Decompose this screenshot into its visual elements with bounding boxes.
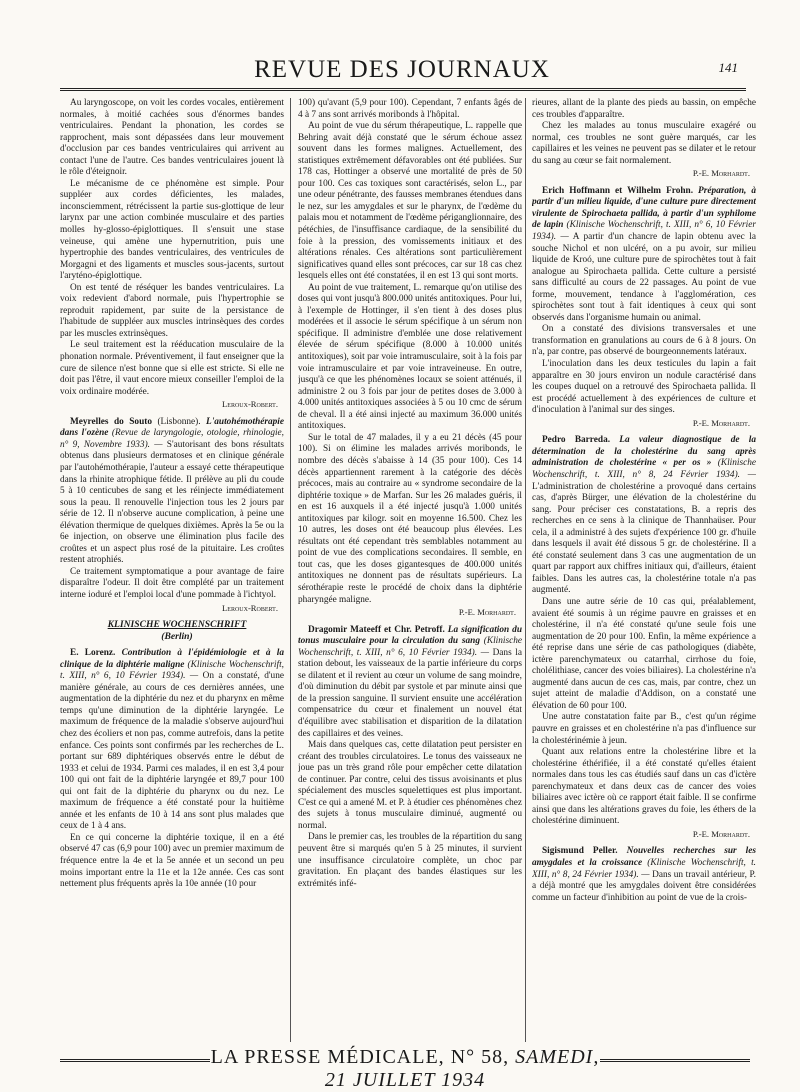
paragraph: Sur le total de 47 malades, il y a eu 21 décès (45 pour 100). Si on élimine les malades arrivés moribonds, le nombre des décès s'abaisse à 14 (35 pour 100). Ces 14 décès appartiennent rarement à la catégorie des décès précoces, mais au contraire au « syndrome secondaire de la diphtérie toxique » de Marfan. Sur les 26 malades guéris, il en est 16 auxquels il a été injecté jusqu'à 1.000 unités antitoxiques par kilogr. soit en moyenne 16.500. Chez les 10 autres, les doses ont été beaucoup plus élevées. Les résultats ont été cependant très semblables notamment au point de vue des complications secondaires. Il semble, en tout cas, que les doses gigantesques de 400.000 unités antitoxiques ne donnent pas de résultats supérieurs. La sérothérapie reste le procédé de choix dans la diphtérie pharyngée maligne.	[298, 432, 522, 605]
article-source: (Klinische Wochenschrift, t. XIII, n° 6, 10 Février 1934). —	[532, 220, 756, 243]
footer-issue: N° 58,	[450, 1046, 510, 1068]
paragraph: Le mécanisme de ce phénomène est simple. Pour suppléer aux cordes déficientes, les malades, inconsciemment, rétrécissent la partie sus-glottique de leur larynx par une action combinée musculaire et des parties molles hy-glosso-épiglottiques. Il s'ensuit une stase veineuse, qui amène une hypernutrition, puis une hypertrophie des bandes ventriculaires, des ventricules de Morgagni et des ligaments et muscles sous-jacents, surtout l'aryténo-épiglottique.	[60, 178, 284, 282]
article-text: Dans la station debout, les vaisseaux de la partie inférieure du corps se dilatent et il revient au cœur un volume de sang moindre, d'où diminution du débit par systole et par minute ainsi que de la pression sanguine. Il survient ensuite une accélération compensatrice du cœur et finalement un nouvel état d'équilibre avec stabilisation et disparition de la dilatation des capillaires et des veines.	[298, 647, 522, 739]
author-signature: P.-E. Morhardt.	[458, 607, 516, 618]
article-title: L'autohémothérapie dans l'ozène	[60, 416, 284, 439]
article-text: On a constaté, d'une manière générale, au cours de ces dernières années, une augmentation de la diphtérie du nez et du pharynx en même temps qu'une diminution de la diphtérie laryngée. Le maximum de fréquence de la maladie s'observe aujourd'hui chez des écoliers et non pas, comme autrefois, dans la petite enfance. Ces points sont confirmés par les recherches de L. portant sur 689 diphtériques observés entre le début de 1933 et celui de 1934. Parmi ces malades, il en est 3,4 pour 100 qui ont fait de la diphtérie laryngée et 89,7 pour 100 qui ont fait de la diphtérie du pharynx ou du nez. Le maximum de fréquence a été constaté pour la huitième année et les enfants de 10 à 14 ans sont plus malades que ceux de 1 à 4 ans.	[60, 671, 284, 832]
article-heading	[60, 648, 284, 833]
article-heading	[532, 435, 756, 597]
article-author: Pedro Barreda.	[542, 435, 611, 446]
article-author: Sigismund Peller.	[542, 846, 618, 857]
page-footer	[60, 1046, 750, 1091]
paragraph: Au point de vue du sérum thérapeutique, L. rappelle que Behring avait déjà constaté que le sérum échoue assez souvent dans les formes malignes. Actuellement, des statistiques extrêmement défavorables ont été publiées. Sur 178 cas, Hottinger a observé une mortalité de près de 50 pour 100. Ces cas toxiques sont caractérisés, selon L., par une odeur pénétrante, des fausses membranes étendues dans le nez, sur les amygdales et sur le pharynx, de l'œdème du palais mou et notamment de l'œdème périganglionnaire, des pétéchies, de l'insuffisance cardiaque, de la sensibilité du foie à la pression, des vomissements initiaux et des altérations rénales. Ces altérations sont particulièrement significatives quand elles sont précoces, car sur 18 cas chez lesquels elles ont été constatées, il en est 13 qui sont morts.	[298, 121, 522, 282]
column-divider	[290, 98, 291, 1042]
author-signature: Leroux-Robert.	[222, 399, 278, 410]
journal-section-city: (Berlin)	[161, 630, 193, 642]
page-header	[62, 56, 742, 90]
article-title: La signification du tonus musculaire pour la circulation du sang	[298, 624, 522, 647]
article-text: Dans un travail antérieur, P. a déjà montré que les amygdales doivent être considérées comme un facteur d'inhibition au point de vue de la crois-	[532, 869, 756, 903]
article-place: (Lisbonne).	[152, 416, 207, 427]
page-number: 141	[718, 60, 738, 75]
paragraph: 100) qu'avant (5,9 pour 100). Cependant, 7 enfants âgés de 4 à 7 ans sont arrivés moribonds à l'hôpital.	[298, 98, 522, 120]
footer-date: SAMEDI, 21 JUILLET 1934	[324, 1046, 600, 1091]
article-title: Nouvelles recherches sur les amygdales et la croissance	[532, 846, 756, 868]
paragraph: On a constaté des divisions transversales et une transformation en granulations au cours de 6 à 8 jours. On n'a, par contre, pas observé de bourgeonnements latéraux.	[532, 324, 756, 358]
article-source: (Klinische Wochenschrift, t. XIII, n° 8, 24 Février 1934). —	[532, 458, 756, 480]
article-title: La valeur diagnostique de la détermination de la cholestérine du sang après administration de cholestérine « per os »	[532, 435, 756, 469]
paragraph: Dans une autre série de 10 cas qui, préalablement, avaient été soumis à un régime pauvre en graisses et en cholestérine, il n'a été constaté qu'une seule fois une augmentation de 20 pour 100. Enfin, la même expérience a été reprise dans une série de cas pathologiques (diabète, ictère parenchymateux ou catarrhal, cirrhose du foie, cholélithiase, cancer des voies biliaires). La cholestérine n'a augmenté dans aucun de ces cas, mais, par contre, chez un sujet atteint de maladie d'Addison, on a constaté une élévation de 60 pour 100.	[532, 596, 756, 711]
article-text: S'autorisant des bons résultats obtenus dans plusieurs dermatoses et en clinique générale par l'autohémothérapie, l'auteur a essayé cette thérapeutique dans la rhinite atrophique fétide. Il prélève au pli du coude 5 à 10 centicubes de sang et les réinjecte immédiatement sous la peau. Il renouvelle l'injection tous les 2 jours par série de 12. Il n'observe aucune complication, à peine une élévation thermique de quelques dixièmes. Après la 5e ou la 6e injection, on observe une élimination plus facile des croûtes et un aspect plus rosé de la pituitaire. Les croûtes restent atrophiés.	[60, 439, 284, 566]
footer-text	[210, 1046, 600, 1092]
header-rule	[60, 88, 746, 91]
paragraph: Au laryngoscope, on voit les cordes vocales, entièrement normales, à moitié cachées sous d'énormes bandes ventriculaires. Pendant la phonation, les cordes se rapprochent, mais sont dépassées dans leur mouvement d'occlusion par ces bandes ventriculaires qui arrivent au contact l'une de l'autre. Ces bandes ventriculaires jouent là le rôle d'éteignoir.	[60, 98, 284, 178]
column-2	[298, 98, 522, 1042]
paragraph: Le seul traitement est la rééducation musculaire de la phonation normale. Préventivement, il faut enseigner que la cure de silence n'est bonne que si elle est stricte. Si elle ne doit pas l'être, il vaut encore mieux conseiller l'emploi de la voix ordinaire modérée.	[60, 340, 284, 397]
column-3	[532, 98, 756, 1042]
article-heading	[298, 625, 522, 740]
author-signature: P.-E. Morhardt.	[692, 828, 750, 839]
paragraph: Chez les malades au tonus musculaire exagéré ou normal, ces troubles ne sont guère marqués, car les capillaires et les veines ne peuvent pas se dilater et le retour du sang au cœur se fait normalement.	[532, 121, 756, 166]
article-heading	[532, 846, 756, 904]
article-heading	[60, 417, 284, 567]
paragraph: En ce qui concerne la diphtérie toxique, il en a été observé 47 cas (6,9 pour 100) avec un premier maximum de fréquence entre la 4e et la 5e année et un second un peu moins important entre la 11e et la 12e année. Ces cas sont nettement plus fréquents après la 10e année (10 pour	[60, 832, 284, 890]
article-author: E. Lorenz.	[70, 648, 116, 659]
article-title: Préparation, à partir d'un milieu liquide, d'une culture pure directement virulente de Spirochaeta pallida, à partir d'un syphilome de lapin	[532, 185, 756, 231]
article-source: (Klinische Wochenschrift, t. XIII, n° 6, 10 Février 1934). —	[60, 659, 284, 682]
journal-section-title: KLINISCHE WOCHENSCHRIFT	[107, 619, 247, 631]
article-text: L'administration de cholestérine a provoqué dans certains cas, d'après Bürger, une élévation de la cholestérine du sang. Pour préciser ces constatations, B. a repris des recherches en ce sens à la clinique de Thannhaüser. Pour cela, il a administré à des sujets d'expérience 100 gr. d'huile dans lesquels il avait été dissous 5 gr. de cholestérine. Il a été constaté seulement dans 3 cas une augmentation de un quart par rapport aux chiffres initiaux qui, d'ailleurs, étaient faibles. Dans les autres cas, la cholestérine totale n'a pas augmenté.	[532, 481, 756, 596]
author-signature: P.-E. Morhardt.	[692, 417, 750, 428]
article-source: (Klinische Wochenschrift, t. XIII, n° 8, 24 Février 1934). —	[532, 858, 756, 880]
paragraph: Quant aux relations entre la cholestérine libre et la cholestérine éthérifiée, il a été constaté qu'elles étaient normales dans tous les cas étudiés sauf dans un cas d'ictère parenchymateux et dans deux cas de cancer des voies biliaires avec ictère où ce rapport était faible. Il se confirme ainsi que dans les altérations graves du foie, les éthers de la cholestérine diminuent.	[532, 747, 756, 827]
paragraph: Dans le premier cas, les troubles de la répartition du sang peuvent être si marqués qu'en 5 à 25 minutes, il survient une insuffisance circulatoire complète, un choc par gravitation. En plaçant des bandes élastiques sur les extrémités infé-	[298, 832, 522, 889]
footer-journal: LA PRESSE MÉDICALE,	[210, 1046, 445, 1068]
article-source: (Revue de laryngologie, otologie, rhinologie, n° 9, Novembre 1933). —	[60, 428, 284, 450]
running-title: REVUE DES JOURNAUX	[254, 56, 550, 83]
paragraph: On est tenté de réséquer les bandes ventriculaires. La voix redevient d'abord normale, puis l'hypertrophie se reproduit rapidement, par suite de la persistance de l'habitude de suppléer aux muscles intrinsèques des cordes par les muscles extrinsèques.	[60, 282, 284, 339]
article-title: Contribution à l'épidémiologie et à la clinique de la diphtérie maligne	[60, 648, 284, 670]
paragraph: rieures, allant de la plante des pieds au bassin, on empêche ces troubles d'apparaître.	[532, 98, 756, 120]
author-signature: P.-E. Morhardt.	[692, 168, 750, 179]
paragraph: Au point de vue traitement, L. remarque qu'on utilise des doses qui vont jusqu'à 800.000 unités antitoxiques. Pour lui, à l'exemple de Hottinger, il s'en tient à des doses plus modérées et il associe le sérum spécifique à un sérum non spécifique. Il administre d'emblée une dose relativement élevée de sérum spécifique (8.000 à 10.000 unités antitoxiques), soit par voie intramusculaire, soit à la fois par voie intramusculaire et par voie intraveineuse. En outre, jusqu'à ce que les phénomènes locaux se soient atténués, il administre 2 ou 3 fois par jour de petites doses de 3.000 à 4.000 unités antitoxiques associées à 5 ou 10 cmc de sérum de cheval. Il a été ainsi injecté au maximum 36.000 unités antitoxiques.	[298, 282, 522, 432]
article-author: Erich Hoffmann et Wilhelm Frohn.	[542, 185, 694, 196]
column-divider	[525, 98, 526, 1042]
three-column-body	[60, 98, 756, 1042]
article-source: (Klinische Wochenschrift, t. XIII, n° 6, 10 Février 1934). —	[298, 636, 522, 658]
paragraph: Une autre constatation faite par B., c'est qu'un régime pauvre en graisses et en cholestérine n'a pas d'influence sur la cholestérinémie à jeun.	[532, 712, 756, 746]
article-text: A partir d'un chancre de lapin obtenu avec la souche Nichol et non ulcéré, on a pu avoir, sur milieu liquide de Kroó, une culture pure de spirochètes tout à fait analogue au Spirochaeta pallida. Cette culture a persisté sans difficulté au cours de 22 passages. Au point de vue forme, mouvement, tendance à l'agglomération, ces spirochètes sont tout à fait identiques à ceux qui sont observés dans l'organisme humain ou animal.	[532, 232, 756, 323]
column-1	[60, 98, 284, 1042]
paragraph: Ce traitement symptomatique a pour avantage de faire disparaître l'odeur. Il doit être complété par un traitement interne ioduré et l'emploi local d'une pommade à l'ichtyol.	[60, 566, 284, 600]
paragraph: L'inoculation dans les deux testicules du lapin a fait apparaître en 30 jours environ un nodule caractérisé dans les coupes duquel on a retrouvé des Spirochaeta pallida. Il est procédé actuellement à des expériences de culture et d'inoculation à l'animal sur des singes.	[532, 359, 756, 416]
article-author: Meyrelles do Souto	[70, 416, 152, 427]
paragraph: Mais dans quelques cas, cette dilatation peut persister en créant des troubles circulatoires. Le tonus des vaisseaux ne joue pas un très grand rôle pour empêcher cette dilatation de continuer. Par contre, celui des tissus avoisinants et plus spécialement des muscles squelettiques est plus important. C'est ce qui a amené M. et P. à étudier ces phénomènes chez des sujets à tonus musculaire diminué, augmenté ou normal.	[298, 740, 522, 831]
author-signature: Leroux-Robert.	[222, 602, 278, 613]
article-heading	[532, 186, 756, 325]
article-author: Dragomir Mateeff et Chr. Petroff.	[308, 624, 445, 635]
